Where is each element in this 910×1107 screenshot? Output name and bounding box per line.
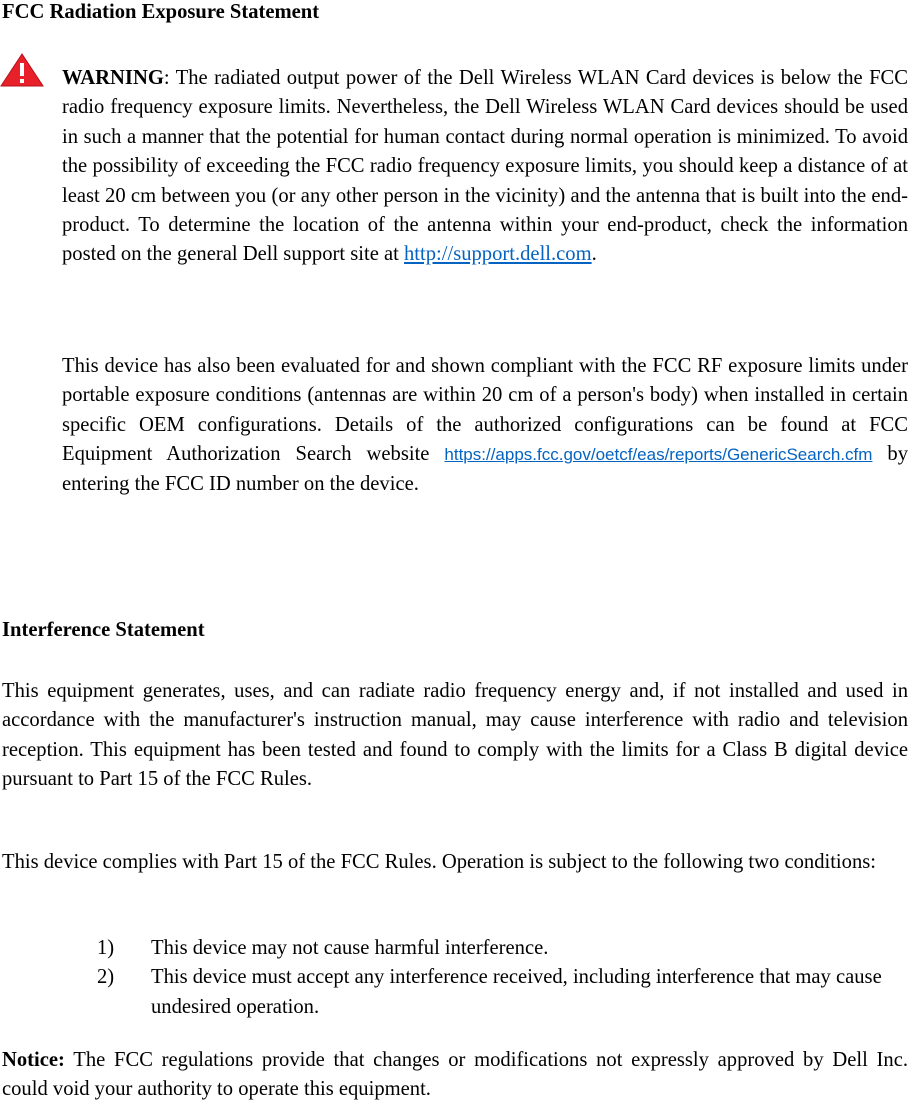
- evaluation-paragraph: [62, 352, 908, 499]
- list-item: [97, 934, 908, 963]
- warning-end: .: [591, 243, 597, 266]
- dell-support-link[interactable]: http://support.dell.com: [404, 243, 592, 266]
- warning-label: WARNING: [62, 67, 164, 89]
- warning-paragraph: [62, 64, 908, 270]
- fcc-eas-link[interactable]: https://apps.fcc.gov/oetcf/eas/reports/GenericSearch.cfm: [444, 445, 873, 465]
- notice-text: The FCC regulations provide that changes or modifications not expressly approved by Dell Inc. could void your authority to operate this equipment.: [2, 1049, 908, 1101]
- list-item-text: This device may not cause harmful interference.: [151, 937, 549, 959]
- fcc-radiation-heading: FCC Radiation Exposure Statement: [2, 1, 320, 23]
- interference-heading: Interference Statement: [2, 619, 205, 641]
- list-item: [97, 963, 908, 1022]
- interference-paragraph-2: This device complies with Part 15 of the FCC Rules. Operation is subject to the following two conditions:: [2, 851, 876, 873]
- warning-text: : The radiated output power of the Dell Wireless WLAN Card devices is below the FCC radio frequency exposure limits. Nevertheless, the Dell Wireless WLAN Card devices should be used in such a manner that the potential for human contact during normal operation is minimized. To avoid the possibility of exceeding the FCC radio frequency exposure limits, you should keep a distance of at least 20 cm between you (or any other person in the vicinity) and the antenna that is built into the end-product. To determine the location of the antenna within your end-product, check the information posted on the general Dell support site at: [62, 67, 908, 266]
- list-item-number: 1): [97, 937, 115, 959]
- conditions-list: [97, 934, 908, 1022]
- warning-triangle-icon: [0, 53, 44, 88]
- evaluation-text-2: by entering the FCC ID number on the device.: [62, 443, 908, 495]
- evaluation-text-1: This device has also been evaluated for and shown compliant with the FCC RF exposure limits under portable exposure conditions (antennas are within 20 cm of a person's body) when installed in certain specific OEM configurations. Details of the authorized configurations can be found at FCC Equipment Authorization Search website: [62, 355, 908, 466]
- notice-label: Notice:: [2, 1049, 65, 1071]
- interference-paragraph-1: This equipment generates, uses, and can radiate radio frequency energy and, if not installed and used in accordance with the manufacturer's instruction manual, may cause interference with radio and television reception. This equipment has been tested and found to comply with the limits for a Class B digital device pursuant to Part 15 of the FCC Rules.: [2, 680, 908, 791]
- notice-paragraph: [2, 1046, 908, 1105]
- list-item-number: 2): [97, 966, 115, 989]
- list-item-text: This device must accept any interference received, including interference that may cause undesired operation.: [151, 966, 882, 1018]
